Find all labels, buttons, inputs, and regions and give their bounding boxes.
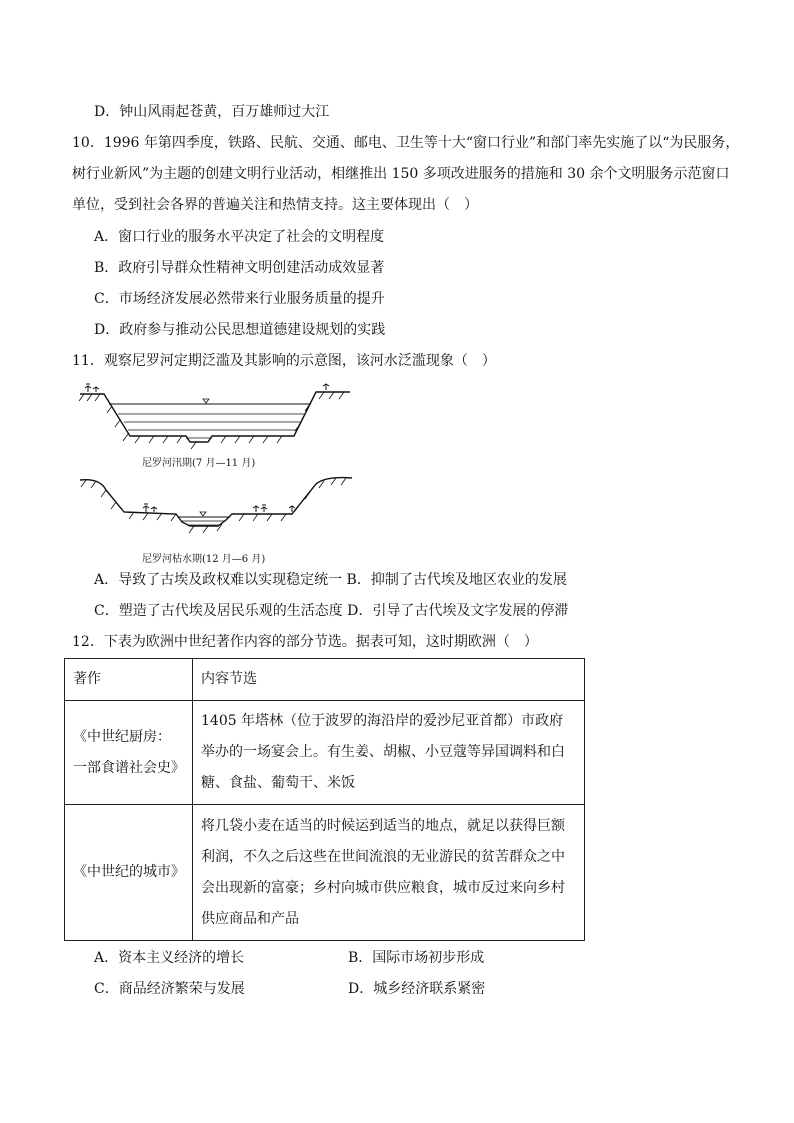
q10-stem-line3: 单位，受到社会各界的普遍关注和热情支持。这主要体现出（ ）	[72, 197, 478, 213]
table-header-cell: 内容节选	[193, 659, 585, 701]
table-row	[65, 805, 585, 941]
table-header-cell: 著作	[65, 659, 193, 701]
excerpts-table	[64, 658, 585, 941]
q10-option-d: D．政府参与推动公民思想道德建设规划的实践	[94, 322, 386, 338]
q10-option-a: A．窗口行业的服务水平决定了社会的文明程度	[94, 229, 385, 245]
table-row	[65, 701, 585, 805]
q12-option-a: A．资本主义经济的增长	[94, 950, 245, 966]
q9-option-d: D．钟山风雨起苍黄，百万雄师过大江	[94, 104, 330, 120]
table-cell-work: 《中世纪厨房：一部食谱社会史》	[65, 701, 193, 805]
table-cell-work: 《中世纪的城市》	[65, 805, 193, 941]
nile-dry-season-diagram	[78, 472, 358, 548]
q12-option-c: C．商品经济繁荣与发展	[94, 981, 245, 997]
flood-season-caption: 尼罗河汛期(7 月—11 月)	[142, 458, 256, 469]
q11-stem: 11．观察尼罗河定期泛滥及其影响的示意图，该河水泛滥现象（ ）	[72, 353, 496, 369]
nile-flood-season-diagram	[78, 380, 358, 450]
table-cell-excerpt: 将几袋小麦在适当的时候运到适当的地点，就足以获得巨额利润，不久之后这些在世间流浪的无业游民的贫苦群众之中会出现新的富豪；乡村向城市供应粮食，城市反过来向乡村供应商品和产品	[193, 805, 585, 941]
q10-option-b: B．政府引导群众性精神文明创建活动成效显著	[94, 260, 385, 276]
q11-options-row1: A．导致了古埃及政权难以实现稳定统一 B．抑制了古代埃及地区农业的发展	[94, 572, 567, 588]
dry-season-caption: 尼罗河枯水期(12 月—6 月)	[142, 554, 266, 565]
q12-stem: 12．下表为欧洲中世纪著作内容的部分节选。据表可知，这时期欧洲（ ）	[72, 634, 538, 650]
q10-stem-line2: 树行业新风”为主题的创建文明行业活动，相继推出 150 多项改进服务的措施和 30 余个文明服务示范窗口	[72, 166, 730, 182]
table-cell-excerpt: 1405 年塔林（位于波罗的海沿岸的爱沙尼亚首都）市政府举办的一场宴会上。有生姜、胡椒、小豆蔻等异国调料和白糖、食盐、葡萄干、米饭	[193, 701, 585, 805]
q10-option-c: C．市场经济发展必然带来行业服务质量的提升	[94, 291, 385, 307]
q12-option-b: B．国际市场初步形成	[348, 950, 485, 966]
q10-stem-line1: 10．1996 年第四季度，铁路、民航、交通、邮电、卫生等十大“窗口行业”和部门率先实施了以“为民服务，	[72, 135, 740, 151]
q11-options-row2: C．塑造了古代埃及居民乐观的生活态度 D．引导了古代埃及文字发展的停滞	[94, 603, 569, 619]
table-header-row	[65, 659, 585, 701]
q12-option-d: D．城乡经济联系紧密	[348, 981, 486, 997]
